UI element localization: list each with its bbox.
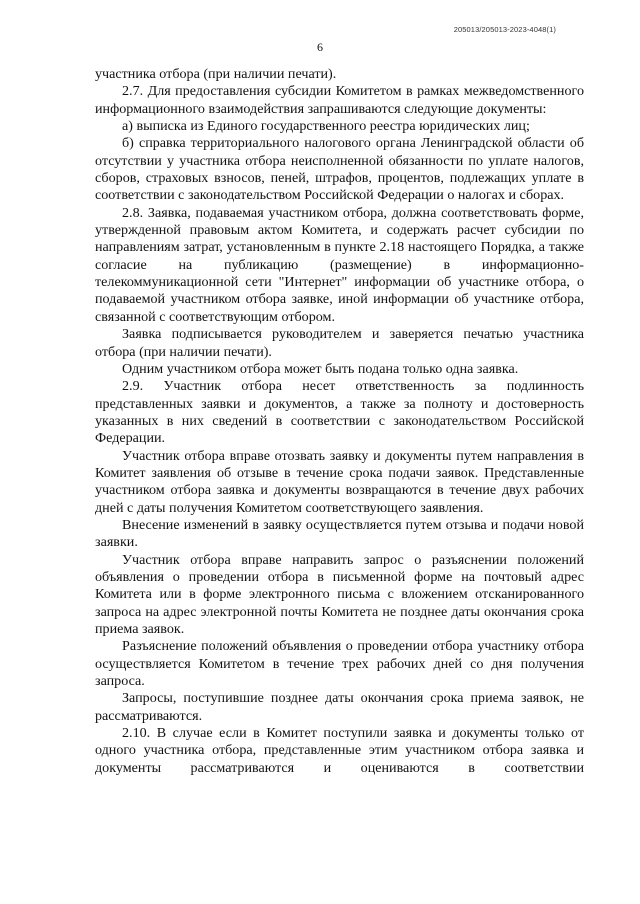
paragraph-2-9-clarification-response: Разъяснение положений объявления о проведении отбора участнику отбора осуществляется Комитетом в течение трех рабочих дней со дня получения запроса. [95,638,584,690]
paragraph-2-10: 2.10. В случае если в Комитет поступили заявка и документы только от одного участника отбора, представленные этим участником отбора заявка и документы рассматриваются и оцениваются в соответствии [95,725,584,776]
paragraph-2-8-single-application: Одним участником отбора может быть подана только одна заявка. [122,360,519,377]
page-number: 6 [317,40,323,54]
paragraph-2-9-late-requests: Запросы, поступившие позднее даты окончания срока приема заявок, не рассматриваются. [95,690,584,724]
paragraph-2-9-withdrawal: Участник отбора вправе отозвать заявку и документы путем направления в Комитет заявления об отзыве в течение срока подачи заявок. Представленные участником отбора заявка и документы возвращаются в течение двух рабочих дней с даты получения Комитетом соответствующего заявления. [95,447,584,516]
paragraph-2-8-signature: Заявка подписывается руководителем и заверяется печатью участника отбора (при наличии печати). [95,326,584,360]
paragraph-2-7-b: б) справка территориального налогового органа Ленинградской области об отсутствии у участника отбора неисполненной обязанности по уплате налогов, сборов, страховых взносов, пеней, штрафов, процентов, подлежащих уплате в соответствии с законодательством Российской Федерации о налогах и сборах. [95,135,584,204]
paragraph-2-8: 2.8. Заявка, подаваемая участником отбора, должна соответствовать форме, утвержденной правовым актом Комитета, и содержать расчет субсидии по направлениям затрат, установленным в пункте 2.18 настоящего Порядка, а также согласие на публикацию (размещение) в информационно-телекоммуникационной сети "Интернет" информации об участнике отбора, о подаваемой участником отбора заявке, иной информации об участнике отбора, связанной с соответствующим отбором. [95,204,584,325]
paragraph-2-7: 2.7. Для предоставления субсидии Комитетом в рамках межведомственного информационного взаимодействия запрашиваются следующие документы: [95,83,584,117]
paragraph-continuation: участника отбора (при наличии печати). [95,66,337,82]
document-id: 205013/205013-2023-4048(1) [453,25,556,34]
paragraph-2-9: 2.9. Участник отбора несет ответственность за подлинность представленных заявки и документов, а также за полноту и достоверность указанных в них сведений в соответствии с законодательством Российской Федерации. [95,378,584,447]
paragraph-2-9-clarification-request: Участник отбора вправе направить запрос о разъяснении положений объявления о проведении отбора в письменной форме на почтовый адрес Комитета или в форме электронного письма с вложением отсканированного запроса на адрес электронной почты Комитета не позднее даты окончания срока приема заявок. [95,551,584,637]
document-body [95,66,584,777]
paragraph-2-7-a: а) выписка из Единого государственного реестра юридических лиц; [122,118,530,135]
paragraph-2-9-changes: Внесение изменений в заявку осуществляется путем отзыва и подачи новой заявки. [95,516,584,551]
